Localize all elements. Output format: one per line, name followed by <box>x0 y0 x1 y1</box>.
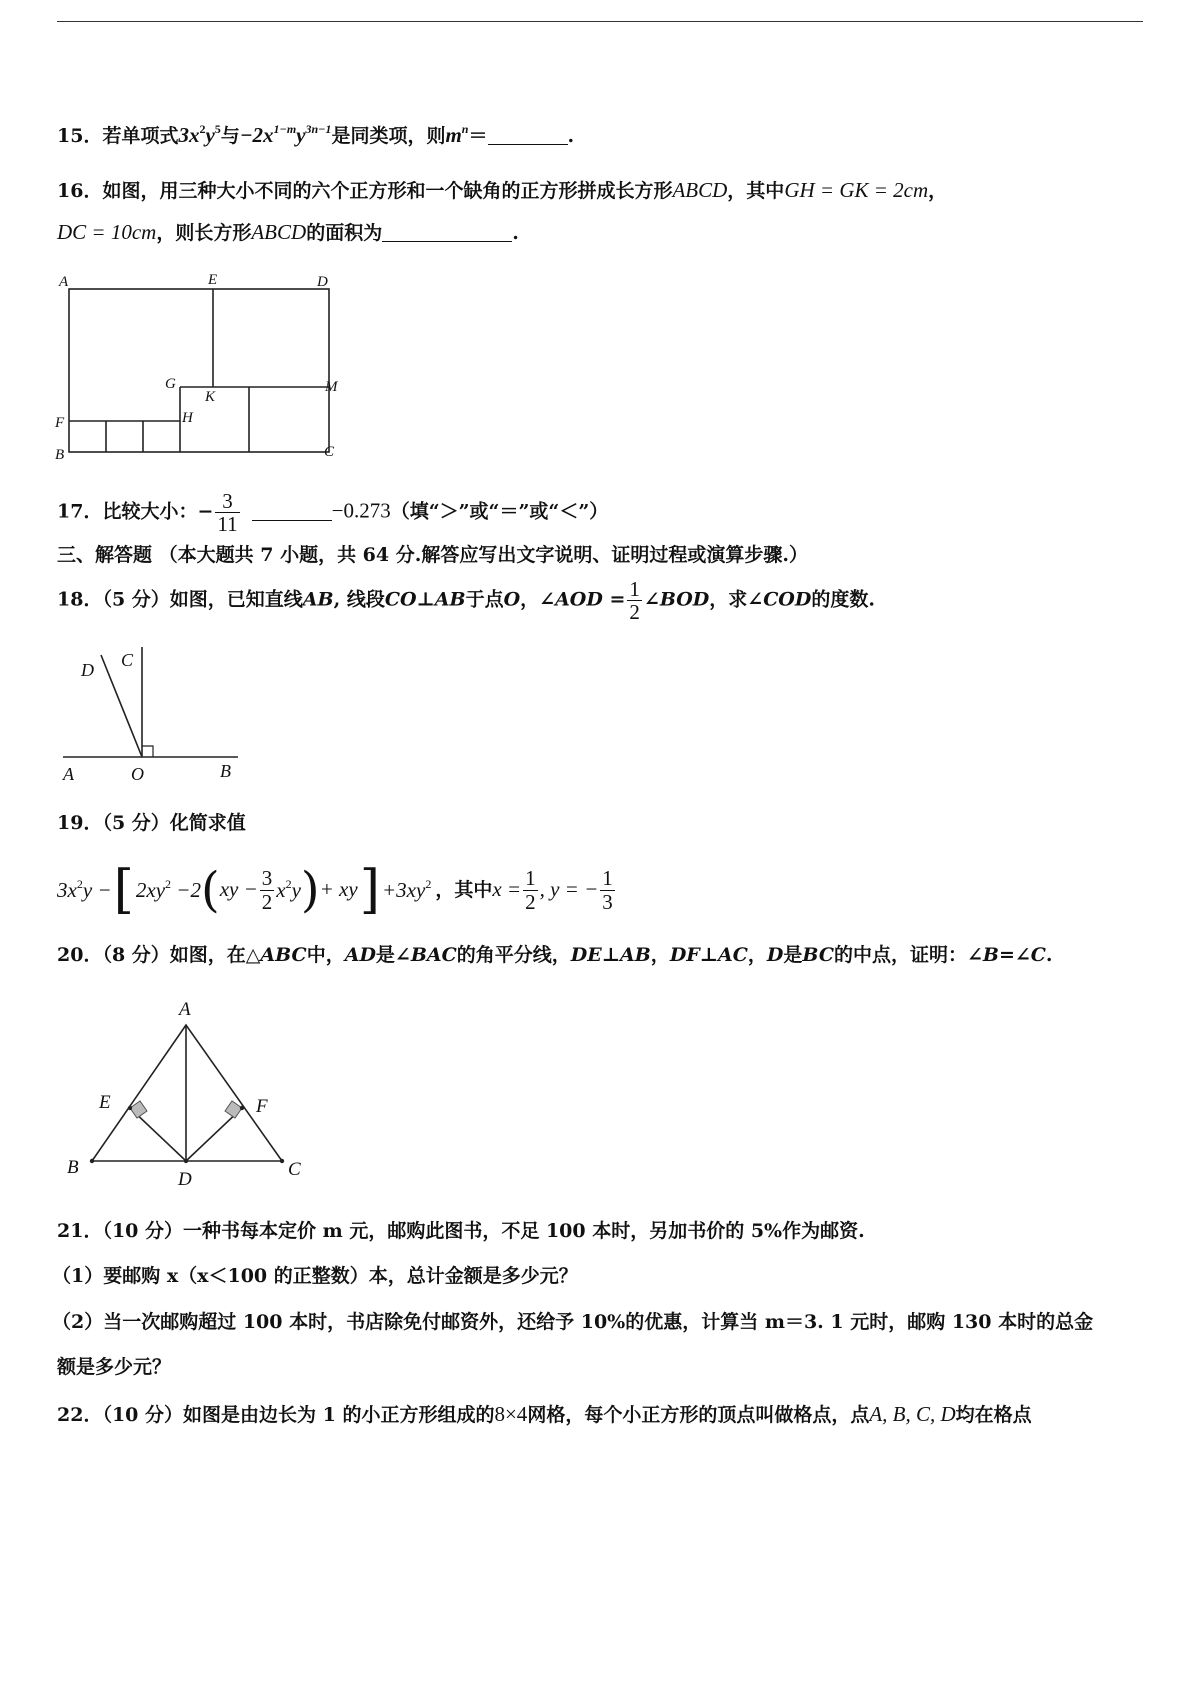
q16-rect-name-2: ABCD <box>251 220 307 244</box>
q18-line-ab: AB <box>302 588 334 611</box>
q18-fraction: $\frac{1}{2}$ <box>629 577 640 625</box>
label-d: D <box>317 274 328 290</box>
label-a: A <box>63 764 74 784</box>
q15-monomial-1: $3x^2y^5$ <box>178 122 221 147</box>
label-c: C <box>121 650 134 670</box>
question-21-part-2-cont: 额是多少元？ <box>57 1356 172 1378</box>
q17-fraction: $\frac{3}{11}$ <box>217 489 238 537</box>
q16-text-3: ， <box>928 180 948 202</box>
question-16-line-2 <box>57 220 519 245</box>
q18-figure <box>55 640 255 790</box>
q16-rect-name: ABCD <box>672 178 728 202</box>
rect-abcd <box>69 289 329 452</box>
q17-text-1: 比较大小：− <box>102 500 214 523</box>
label-a: A <box>59 274 69 290</box>
label-c: C <box>288 1159 301 1180</box>
q15-text-2: 与 <box>220 125 240 147</box>
label-e: E <box>99 1092 111 1113</box>
label-f: F <box>256 1096 268 1117</box>
q19-expression: $3x^2y$ − [ $2xy^2 -2$ ( xy − $\frac{3}{2}$ $x^2y$ ) + xy ] $+3xy^2$ ，其中 x = $\frac{1}{2}$ , y = − $\frac{1}{3}$ <box>57 860 613 920</box>
question-22: 22．（10 分）如图是由边长为 1 的小正方形组成的8×4网格，每个小正方形的顶点叫做格点，点A, B, C, D均在格点 <box>57 1402 1032 1426</box>
q15-text-1: 若单项式 <box>102 125 179 147</box>
q18-angle-cod: COD <box>763 588 812 611</box>
q15-end: . <box>567 125 575 147</box>
q18-angle-aod: AOD <box>555 588 603 611</box>
ray-od <box>101 655 142 757</box>
section-3-heading: 三、解答题 （本大题共 7 小题，共 64 分.解答应写出文字说明、证明过程或演算步骤.） <box>57 544 808 566</box>
question-17 <box>57 490 608 535</box>
label-e: E <box>208 272 218 288</box>
question-16-line-1 <box>57 178 947 203</box>
label-h: H <box>182 410 193 426</box>
label-f: F <box>55 415 65 431</box>
q18-text-2: , 线段 <box>333 588 385 611</box>
q18-text-3: 于点 <box>465 588 504 611</box>
question-21-part-1: （1）要邮购 x（x＜100 的正整数）本，总计金额是多少元？ <box>52 1265 578 1287</box>
q17-text-2: （填“＞”或“＝”或“＜”） <box>390 500 609 523</box>
q16-text-5: 的面积为 <box>306 222 383 244</box>
q19-text-2: ，其中 <box>435 878 493 901</box>
label-a: A <box>179 999 191 1020</box>
q16-figure <box>55 270 375 470</box>
q19-text-1: （5 分）化简求值 <box>102 812 246 834</box>
q18-text-8: 的度数. <box>811 588 875 611</box>
q17-answer-blank <box>252 502 332 521</box>
q15-monomial-2: $-2x^{1-m}y^{3n-1}$ <box>239 122 332 147</box>
q18-number: 18． <box>57 588 103 611</box>
q16-answer-blank <box>382 223 512 242</box>
question-19 <box>57 812 246 835</box>
question-18 <box>57 578 875 623</box>
label-c: C <box>324 444 335 460</box>
q18-point-o: O <box>503 588 521 611</box>
label-g: G <box>165 376 176 392</box>
label-d: D <box>178 1169 192 1190</box>
label-d: D <box>81 660 94 680</box>
q18-text-4: ，∠ <box>520 588 556 611</box>
q16-dc-length: DC = 10cm <box>57 220 157 244</box>
q16-text-4: ，则长方形 <box>156 222 252 244</box>
q18-text-1: （5 分）如图，已知直线 <box>102 588 303 611</box>
label-b: B <box>220 761 231 781</box>
question-20: 20．（8 分）如图，在△ABC中，AD是∠BAC的角平分线，DE⊥AB，DF⊥AC，D是BC的中点，证明：∠B=∠C. <box>57 944 1053 966</box>
q16-text-1: 如图，用三种大小不同的六个正方形和一个缺角的正方形拼成长方形 <box>102 180 673 202</box>
q20-figure <box>60 995 340 1195</box>
label-k: K <box>205 389 216 405</box>
q15-text-4: ＝ <box>468 125 488 147</box>
q17-number: 17． <box>57 500 103 523</box>
q18-perpendicular: CO⊥AB <box>384 588 466 611</box>
q16-end: . <box>512 222 519 244</box>
q16-number: 16． <box>57 180 103 202</box>
label-b: B <box>67 1157 79 1178</box>
label-m: M <box>325 379 338 395</box>
q15-answer-blank <box>488 126 568 145</box>
q18-angle-bod: BOD <box>659 588 710 611</box>
q18-text-7: ，求∠ <box>709 588 764 611</box>
q17-value: −0.273 <box>331 498 391 523</box>
q18-text-5: = <box>602 588 626 611</box>
label-b: B <box>55 447 65 463</box>
triangle-abc <box>92 1025 282 1161</box>
q16-given-lengths: GH = GK = 2cm <box>784 178 929 202</box>
q15-number: 15． <box>57 125 103 147</box>
question-15 <box>57 122 574 148</box>
label-o: O <box>131 764 144 784</box>
right-angle-mark <box>142 746 153 757</box>
question-21-line-1: 21．（10 分）一种书每本定价 m 元，邮购此图书，不足 100 本时，另加书价的 5%作为邮资. <box>57 1220 865 1242</box>
question-21-part-2: （2）当一次邮购超过 100 本时，书店除免付邮资外，还给予 10%的优惠，计算当 m＝3. 1 元时，邮购 130 本时的总金 <box>52 1311 1094 1333</box>
q15-text-3: 是同类项，则 <box>331 125 446 147</box>
q19-number: 19． <box>57 812 103 834</box>
q15-power: $m^n$ <box>445 122 469 147</box>
header-rule <box>57 21 1143 22</box>
q16-text-2: ，其中 <box>727 180 785 202</box>
right-angle-mark-f <box>225 1101 242 1118</box>
q18-text-6: ∠ <box>643 588 660 611</box>
